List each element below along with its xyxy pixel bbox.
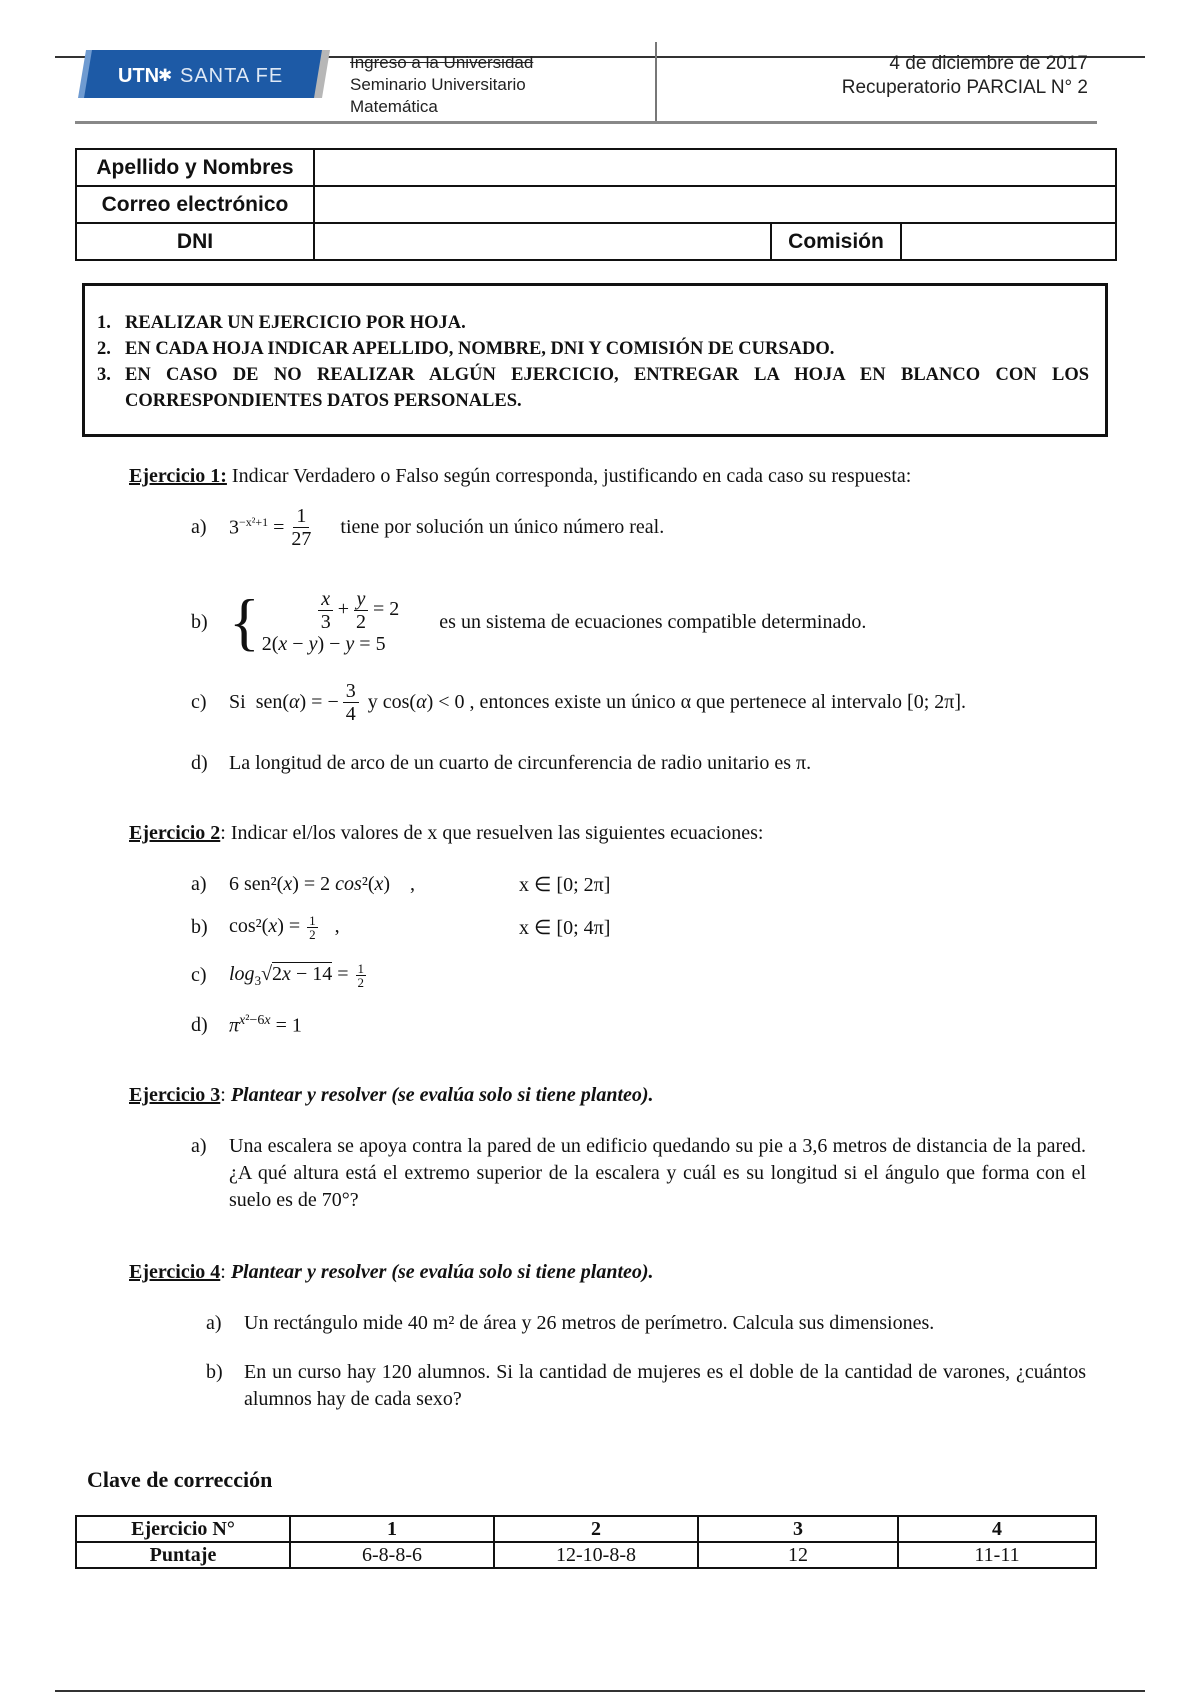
svg-text:✱: ✱ [158, 66, 173, 85]
instruction-item: 1. REALIZAR UN EJERCICIO POR HOJA. [97, 313, 466, 333]
email-field[interactable] [314, 186, 1116, 223]
ej2-item-b: b) cos²(x) = $\frac{1}{2}$ , x ∈ [0; 4π] [191, 913, 611, 942]
dni-field[interactable] [314, 223, 771, 260]
inst-line1: Ingreso a la Universidad [350, 53, 534, 72]
corr-exercise-4: 4 [898, 1516, 1096, 1542]
ej4-item-b: b) En un curso hay 120 alumnos. Si la cantidad de mujeres es el doble de la cantidad de varones, ¿cuántos alumnos hay de cada sexo? [206, 1361, 1086, 1410]
inst-line3: Matemática [350, 97, 438, 116]
logo-utn-text: UTN [118, 65, 160, 87]
corr-header-exercise: Ejercicio N° [76, 1516, 290, 1542]
corr-score-4: 11-11 [898, 1542, 1096, 1568]
ej3-item-a: a) Una escalera se apoya contra la pared de un edificio quedando su pie a 3,6 metros de distancia de la pared. ¿A qué altura está el extremo superior de la escalera y cuál es su longitud si el ángulo que forma con el suelo es de 70°? [191, 1135, 1086, 1211]
corr-score-1: 6-8-8-6 [290, 1542, 494, 1568]
ej1-title: Ejercicio 1: Indicar Verdadero o Falso según corresponda, justificando en cada caso su respuesta: [129, 465, 912, 487]
correction-table [75, 1515, 1097, 1569]
logo-city-text: SANTA FE [180, 65, 284, 87]
dni-label: DNI [76, 223, 314, 260]
ej3-title: Ejercicio 3: Plantear y resolver (se evalúa solo si tiene planteo). [129, 1084, 654, 1106]
exam-title: Recuperatorio PARCIAL N° 2 [841, 77, 1088, 98]
commission-field[interactable] [901, 223, 1116, 260]
ej1-item-c: c) Si sen( α ) = − $\frac{3}{4}$ y cos( α ) < 0 , entonces existe un único α que pertenece al intervalo [0; 2π]. [191, 680, 967, 725]
institution-block [350, 52, 533, 118]
header-divider [655, 42, 657, 122]
corr-score-3: 12 [698, 1542, 898, 1568]
ej2-item-d: d) $\pi^{x^2-6x} = 1$ [191, 1013, 302, 1037]
student-data-table [75, 148, 1117, 261]
name-field[interactable] [314, 149, 1116, 186]
instruction-item: 2. EN CADA HOJA INDICAR APELLIDO, NOMBRE, DNI Y COMISIÓN DE CURSADO. [97, 339, 835, 359]
ej2-title: Ejercicio 2: Indicar el/los valores de x que resuelven las siguientes ecuaciones: [129, 822, 764, 844]
instructions-box [82, 283, 1108, 437]
utn-logo [78, 50, 330, 98]
email-label: Correo electrónico [76, 186, 314, 223]
header-bottom-rule [75, 121, 1097, 124]
instruction-item: 3. EN CASO DE NO REALIZAR ALGÚN EJERCICIO, ENTREGAR LA HOJA EN BLANCO CON LOS CORRESPONDIENTES DATOS PERSONALES. [97, 365, 1089, 411]
footer-rule [55, 1690, 1145, 1692]
corr-score-2: 12-10-8-8 [494, 1542, 698, 1568]
ej1-item-a: a) $3^{-x^2+1}$ = $\frac{1}{27}$ tiene por solución un único número real. [191, 505, 665, 550]
ej4-title: Ejercicio 4: Plantear y resolver (se evalúa solo si tiene planteo). [129, 1261, 654, 1283]
ej1-item-b: b) { $\frac{x}{3}$ + $\frac{y}{2}$ = 2 2(x − y) − y = 5 es un sistema de ecuaciones compatible determinado. [191, 586, 867, 657]
ej2-item-a: a) 6 sen²(x) = 2 cos²(x) , x ∈ [0; 2π] [191, 873, 611, 896]
ej2-item-c: c) $\log_3√2x - 14$ = $\frac{1}{2}$ [191, 961, 364, 990]
corr-exercise-3: 3 [698, 1516, 898, 1542]
name-label: Apellido y Nombres [76, 149, 314, 186]
corr-header-score: Puntaje [76, 1542, 290, 1568]
ej1-item-d: d) La longitud de arco de un cuarto de circunferencia de radio unitario es π. [191, 752, 812, 774]
commission-label: Comisión [771, 223, 901, 260]
corr-exercise-2: 2 [494, 1516, 698, 1542]
exam-block [842, 52, 1088, 100]
ej4-item-a: a) Un rectángulo mide 40 m² de área y 26 metros de perímetro. Calcula sus dimensiones. [206, 1312, 935, 1334]
inst-line2: Seminario Universitario [350, 75, 526, 94]
corr-exercise-1: 1 [290, 1516, 494, 1542]
correction-title: Clave de corrección [87, 1467, 273, 1492]
exam-date: 4 de diciembre de 2017 [889, 53, 1088, 74]
